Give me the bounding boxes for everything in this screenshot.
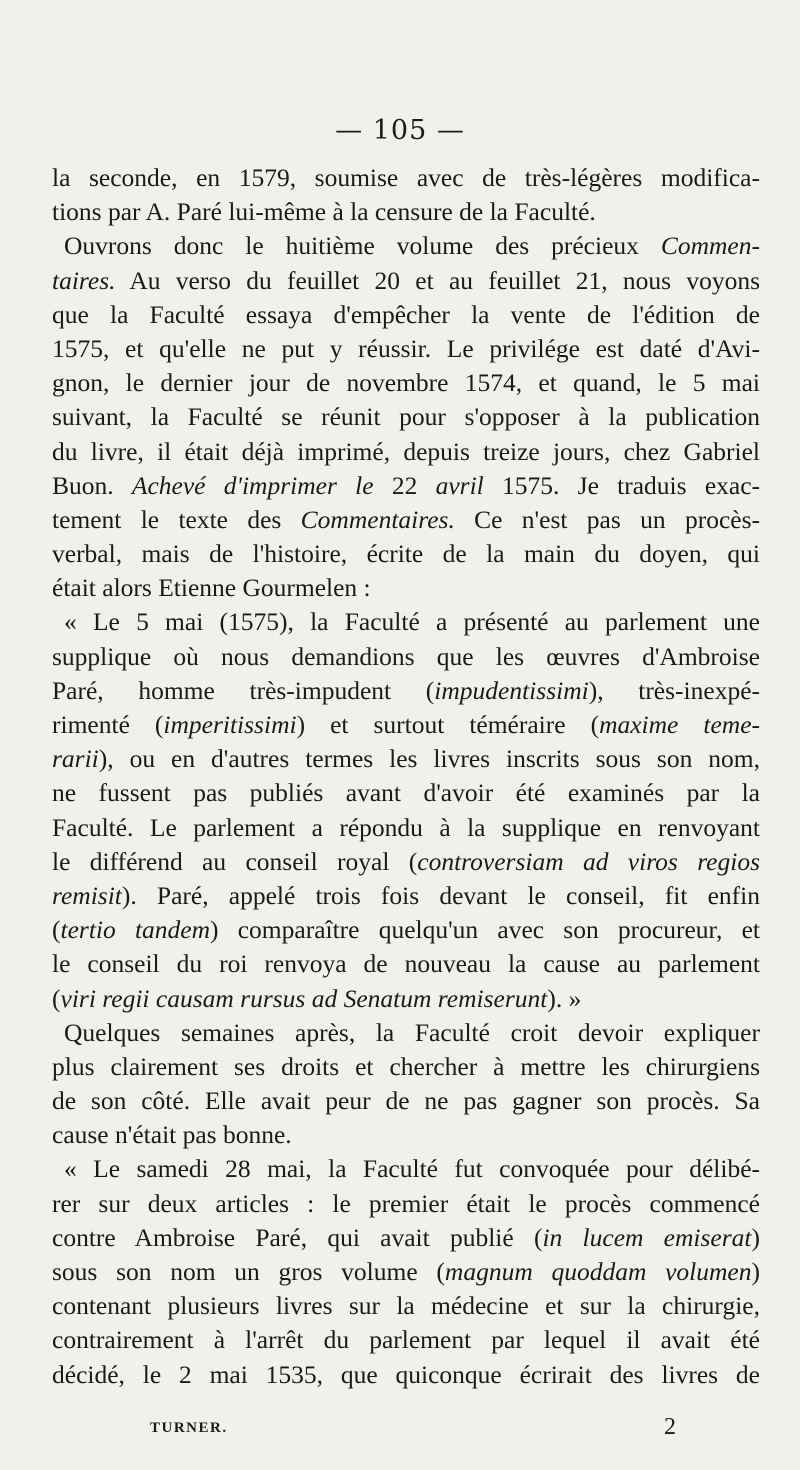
text-line <box>52 229 760 263</box>
text-segment: ). Paré, appelé trois fois devant le conseil, fit enfin <box>121 880 760 910</box>
text-segment: ). » <box>547 983 582 1013</box>
text-line <box>52 1187 760 1221</box>
text-line <box>52 1323 760 1357</box>
text-segment: Paré, homme très-impudent ( <box>52 675 435 705</box>
text-segment: la seconde, en 1579, soumise avec de très-légères modifica- <box>52 163 760 192</box>
text-line <box>52 400 760 434</box>
text-line <box>52 195 760 229</box>
italic-segment: controversiam ad viros regios <box>417 846 760 876</box>
text-segment: supplique où nous demandions que les œuvres d'Ambroise <box>52 641 760 671</box>
text-line <box>52 742 760 776</box>
text-segment: ) comparaître quelqu'un avec son procureur, et <box>210 915 760 945</box>
text-segment: du livre, il était déjà imprimé, depuis treize jours, chez Gabriel <box>52 436 760 466</box>
text-segment: « Le 5 mai (1575), la Faculté a présenté au parlement une <box>64 607 760 637</box>
text-line <box>52 1016 760 1050</box>
italic-segment: in lucem emiserat <box>542 1222 752 1252</box>
text-segment: ), très-inexpé- <box>588 675 761 705</box>
italic-segment: remisit <box>52 880 122 910</box>
italic-segment: Commen- <box>660 231 760 261</box>
printer-signature-mark: TURNER. <box>150 1420 228 1436</box>
italic-segment: viri regii causam rursus ad Senatum remiserunt <box>60 983 548 1013</box>
text-line <box>52 1084 760 1118</box>
text-segment: tement le texte des <box>52 504 301 534</box>
text-line <box>52 879 760 913</box>
text-line <box>52 913 760 947</box>
text-segment: était alors Etienne Gourmelen : <box>52 573 371 603</box>
text-segment: ( <box>52 915 61 945</box>
text-segment: ne fussent pas publiés avant d'avoir été examinés par la <box>52 778 760 808</box>
text-line <box>52 366 760 400</box>
text-line <box>52 298 760 332</box>
text-line <box>52 845 760 879</box>
italic-segment: impudentissimi <box>434 675 589 705</box>
text-segment: Ouvrons donc le huitième volume des précieux <box>64 231 661 261</box>
text-segment: Quelques semaines après, la Faculté croit devoir expliquer <box>64 1017 760 1047</box>
text-segment: sous son nom un gros volume ( <box>52 1257 445 1286</box>
text-segment: Ce n'est pas un procès- <box>454 504 760 534</box>
text-line <box>52 1221 760 1255</box>
text-segment: que la Faculté essaya d'empêcher la vente de l'édition de <box>52 299 760 329</box>
text-line <box>52 1255 760 1289</box>
text-segment: 1575, et qu'elle ne put y réussir. Le privilége est daté d'Avi- <box>52 333 760 363</box>
text-segment: rer sur deux articles : le premier était le procès commencé <box>52 1188 760 1218</box>
text-segment: gnon, le dernier jour de novembre 1574, et quand, le 5 mai <box>52 368 760 398</box>
text-line <box>52 947 760 981</box>
text-line <box>52 332 760 366</box>
text-segment: de son côté. Elle avait peur de ne pas gagner son procès. Sa <box>52 1086 760 1116</box>
text-segment: « Le samedi 28 mai, la Faculté fut convoquée pour délibé- <box>64 1154 760 1184</box>
text-segment: contre Ambroise Paré, qui avait publié ( <box>52 1222 543 1252</box>
page-number: — 105 — <box>335 115 465 146</box>
text-segment: rimenté ( <box>52 710 164 739</box>
text-segment: 22 <box>373 470 436 500</box>
italic-segment: rarii <box>52 744 99 774</box>
text-line <box>52 640 760 674</box>
page-footer <box>0 1414 800 1444</box>
text-line <box>52 982 760 1016</box>
text-segment: ( <box>52 983 61 1013</box>
text-line <box>52 503 760 537</box>
italic-segment: tertio tandem <box>60 915 211 945</box>
text-segment: tions par A. Paré lui-même à la censure de la Faculté. <box>52 197 596 227</box>
text-line <box>52 537 760 571</box>
text-segment: 1575. Je traduis exac- <box>483 470 761 500</box>
text-segment: suivant, la Faculté se réunit pour s'opposer à la publication <box>52 402 760 432</box>
text-segment: contenant plusieurs livres sur la médecine et sur la chirurgie, <box>52 1291 760 1321</box>
text-segment: le conseil du roi renvoya de nouveau la cause au parlement <box>52 949 760 979</box>
text-segment: ) et surtout téméraire ( <box>296 710 600 739</box>
italic-segment: Commentaires. <box>300 504 455 534</box>
text-line <box>52 1118 760 1152</box>
text-line <box>52 1050 760 1084</box>
italic-segment: Achevé d'imprimer le <box>131 470 374 500</box>
text-line <box>52 435 760 469</box>
text-segment: Au verso du feuillet 20 et au feuillet 21, nous voyons <box>115 265 760 295</box>
text-line <box>52 1358 760 1392</box>
italic-segment: magnum quoddam volumen <box>444 1257 752 1286</box>
italic-segment: maxime teme- <box>599 710 761 739</box>
text-segment: le différend au conseil royal ( <box>52 846 418 876</box>
italic-segment: avril <box>435 470 484 500</box>
text-line <box>52 161 760 195</box>
text-segment: ) <box>751 1257 761 1286</box>
text-line <box>52 811 760 845</box>
italic-segment: taires. <box>52 265 116 295</box>
text-segment: ), ou en d'autres termes les livres inscrits sous son nom, <box>98 744 760 774</box>
text-line <box>52 571 760 605</box>
text-line <box>52 708 760 742</box>
text-line <box>52 605 760 639</box>
text-segment: contrairement à l'arrêt du parlement par lequel il avait été <box>52 1325 760 1355</box>
text-segment: Buon. <box>52 470 132 500</box>
text-segment: décidé, le 2 mai 1535, que quiconque écrirait des livres de <box>52 1359 760 1389</box>
text-line <box>52 1152 760 1186</box>
text-segment: plus clairement ses droits et chercher à mettre les chirurgiens <box>52 1051 760 1081</box>
text-segment: cause n'était pas bonne. <box>52 1120 292 1150</box>
italic-segment: imperitissimi <box>163 710 297 739</box>
text-line <box>52 674 760 708</box>
body-text <box>52 161 760 1392</box>
sheet-number: 2 <box>664 1414 676 1440</box>
text-segment: ) <box>751 1222 760 1252</box>
text-line <box>52 776 760 810</box>
text-line <box>52 264 760 298</box>
text-line <box>52 469 760 503</box>
text-line <box>52 1289 760 1323</box>
text-segment: Faculté. Le parlement a répondu à la supplique en renvoyant <box>52 812 760 842</box>
text-segment: verbal, mais de l'histoire, écrite de la main du doyen, qui <box>52 539 760 569</box>
